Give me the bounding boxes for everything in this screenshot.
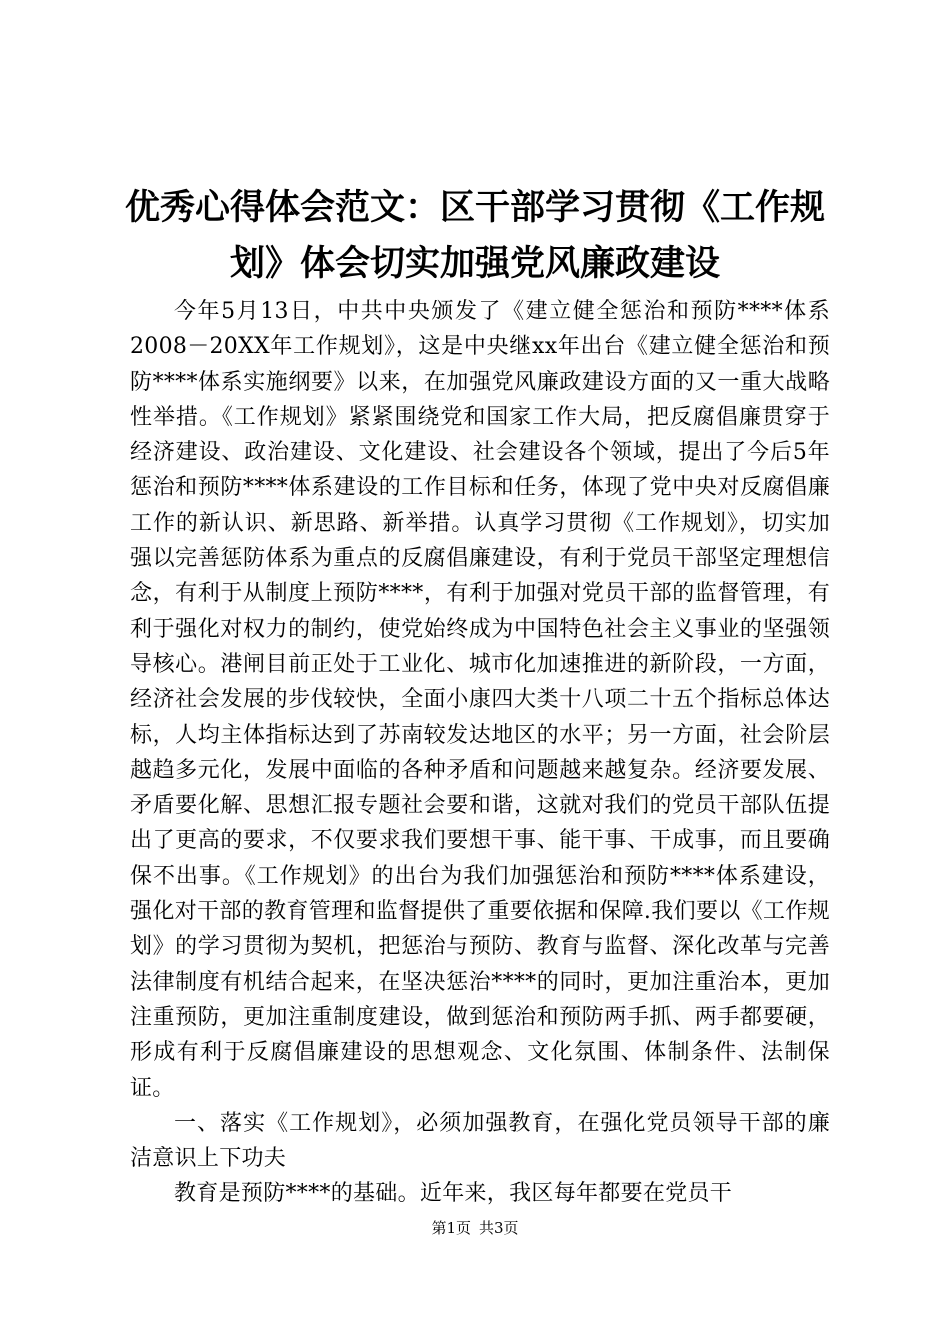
document-body — [130, 294, 830, 1212]
page-number: 第1页 — [431, 1219, 471, 1237]
body-paragraph-intro: 今年5月13日，中共中央颁发了《建立健全惩治和预防****体系2008－20XX年工作规划》，这是中央继xx年出台《建立健全惩治和预防****体系实施纲要》以来，在加强党风廉政建设方面的又一重大战略性举措。《工作规划》紧紧围绕党和国家工作大局，把反腐倡廉贯穿于经济建设、政治建设、文化建设、社会建设各个领域，提出了今后5年惩治和预防****体系建设的工作目标和任务，体现了党中央对反腐倡廉工作的新认识、新思路、新举措。认真学习贯彻《工作规划》，切实加强以完善惩防体系为重点的反腐倡廉建设，有利于党员干部坚定理想信念，有利于从制度上预防****，有利于加强对党员干部的监督管理，有利于强化对权力的制约，使党始终成为中国特色社会主义事业的坚强领导核心。港闸目前正处于工业化、城市化加速推进的新阶段，一方面，经济社会发展的步伐较快，全面小康四大类十八项二十五个指标总体达标，人均主体指标达到了苏南较发达地区的水平；另一方面，社会阶层越趋多元化，发展中面临的各种矛盾和问题越来越复杂。经济要发展、矛盾要化解、思想汇报专题社会要和谐，这就对我们的党员干部队伍提出了更高的要求，不仅要求我们要想干事、能干事、干成事，而且要确保不出事。《工作规划》的出台为我们加强惩治和预防****体系建设，强化对干部的教育管理和监督提供了重要依据和保障.我们要以《工作规划》的学习贯彻为契机，把惩治与预防、教育与监督、深化改革与完善法律制度有机结合起来，在坚决惩治****的同时，更加注重治本，更加注重预防，更加注重制度建设，做到惩治和预防两手抓、两手都要硬，形成有利于反腐倡廉建设的思想观念、文化氛围、体制条件、法制保证。 — [130, 299, 830, 1101]
section-heading-1: 一、落实《工作规划》，必须加强教育，在强化党员领导干部的廉洁意识上下功夫 — [130, 1110, 830, 1172]
document-title — [120, 180, 830, 292]
document-title-line-2: 划》体会切实加强党风廉政建设 — [229, 244, 720, 284]
body-paragraph-section-1: 教育是预防****的基础。近年来，我区每年都要在党员干 — [174, 1181, 733, 1207]
document-title-line-1: 优秀心得体会范文：区干部学习贯彻《工作规 — [124, 188, 825, 228]
page-footer — [0, 1218, 950, 1238]
page-total: 共3页 — [479, 1219, 519, 1237]
